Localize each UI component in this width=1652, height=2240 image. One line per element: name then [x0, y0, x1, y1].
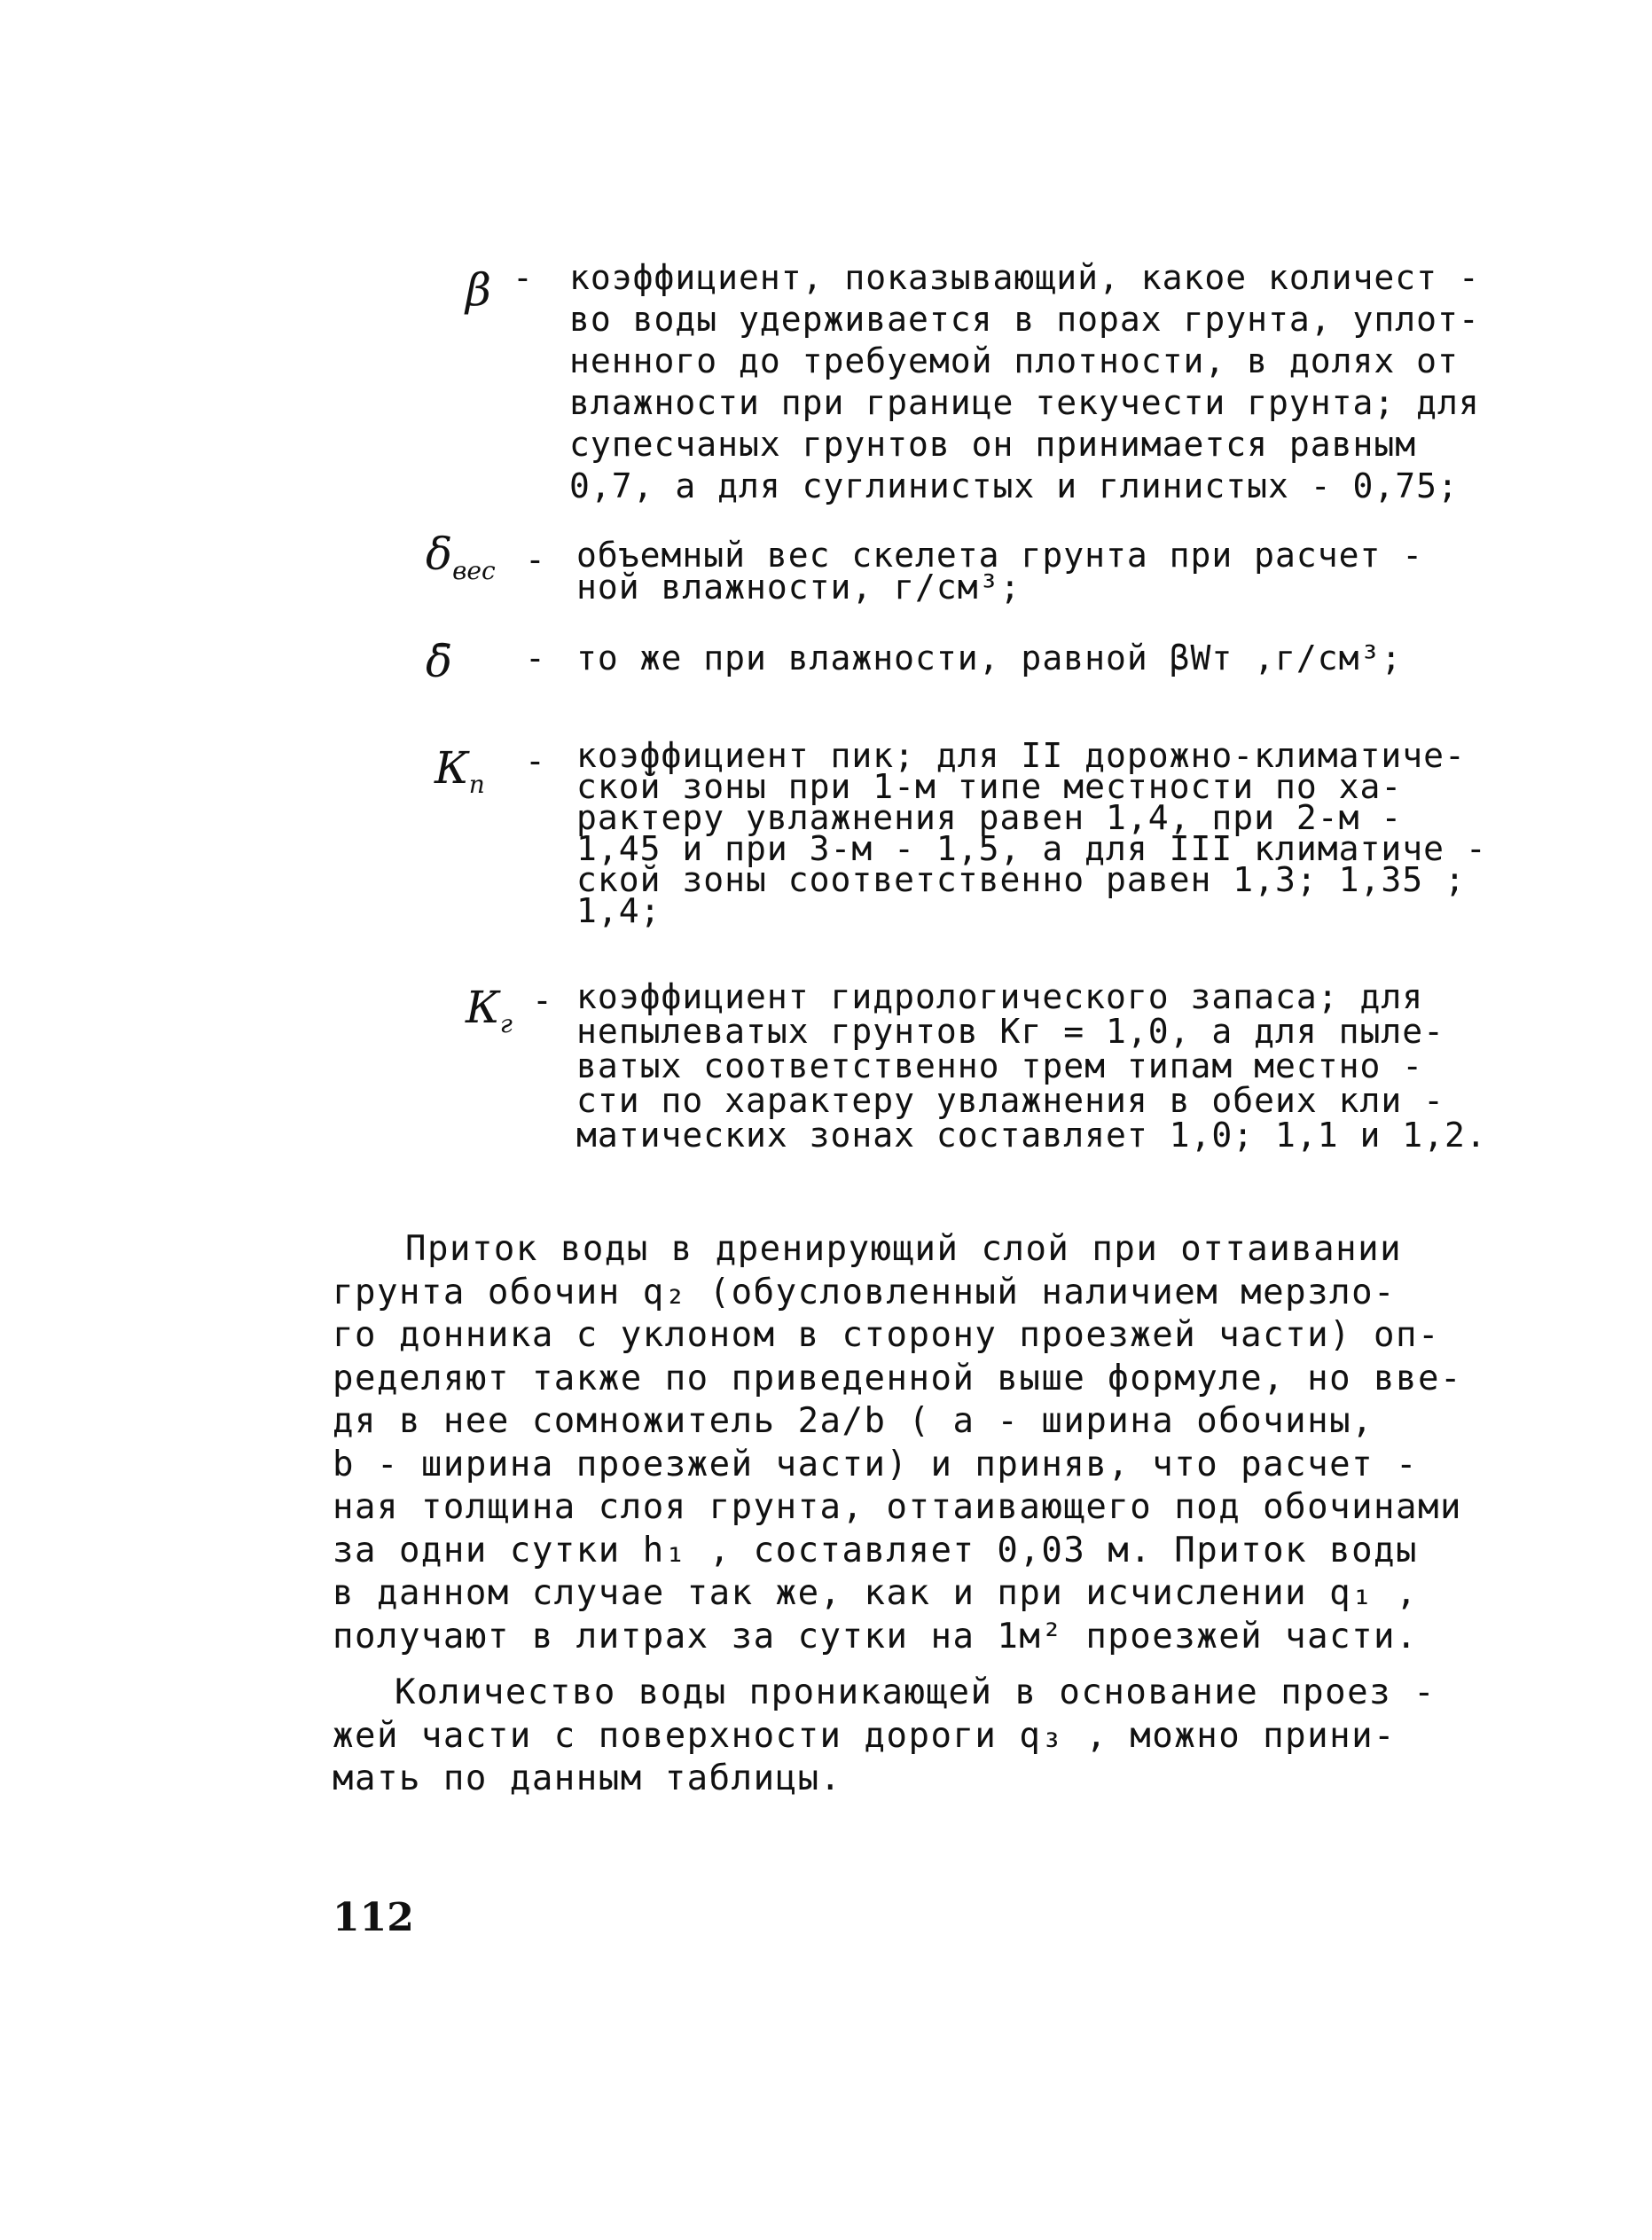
symbol-k-p: $К_п$ — [435, 742, 485, 799]
definition-k-p — [417, 736, 1507, 940]
definition-text: то же при влажности, равной βWт ,г/см³; — [576, 638, 1403, 677]
definition-text: коэффициент пик; для II дорожно-климатиче- ской зоны при 1-м типе местности по ха- рактеру увлажнения равен 1,4, при 2-м - 1,45 и при 3-м - 1,5, а для III климатиче - ской зоны соответственно равен 1,3; 1,35 ; 1,4; — [576, 736, 1487, 930]
definition-dash: - — [525, 638, 545, 677]
definition-delta-ves — [417, 529, 1507, 621]
definition-text: коэффициент гидрологического запаса; для непылеватых грунтов Кг = 1,0, а для пыле- ватых соответственно трем типам местно - сти по характеру увлажнения в обеих кли - матических зонах составляет 1,0; 1,1 и 1,2. — [576, 977, 1487, 1155]
symbol-k-g: $К_г$ — [466, 982, 513, 1038]
symbol-beta: β — [466, 264, 491, 316]
page-number: 112 — [333, 1895, 414, 1940]
definition-text: объемный вес скелета грунта при расчет - ной влажности, г/см³; — [576, 536, 1424, 607]
definition-dash: - — [525, 540, 545, 579]
definition-dash: - — [513, 258, 533, 297]
symbol-delta-bar: δ̄ — [426, 636, 453, 687]
definition-dash: - — [532, 981, 552, 1020]
definition-delta-bar — [417, 636, 1507, 689]
definition-dash: - — [525, 741, 545, 780]
paragraph-inflow-q2: Приток воды в дренирующий слой при оттаивании грунта обочин q₂ (обусловленный наличием мерзло- го донника с уклоном в сторону проезжей части) оп- ределяют также по приведенной выше формуле, но вве- дя в нее сомножитель 2a/b ( a - ширина обочины, b - ширина проезжей части) и приняв, что расчет - ная толщина слоя грунта, оттаивающего под обочинами за одни сутки h₁ , составляет 0,03 м. Приток воды в данном случае так же, как и при исчислении q₁ , получают в литрах за сутки на 1м² проезжей части. — [333, 1229, 1462, 1657]
definition-text: коэффициент, показывающий, какое количест - во воды удерживается в порах грунта, уплот- ненного до требуемой плотности, в долях от влажности при границе текучести грунта; для супесчаных грунтов он принимается равным 0,7, а для суглинистых и глинистых - 0,75; — [569, 258, 1480, 505]
symbol-delta-ves: $\delta_{вес}$ — [426, 529, 496, 585]
paragraph-inflow-q3: Количество воды проникающей в основание проез - жей части с поверхности дороги q₃ , можно прини- мать по данным таблицы. — [333, 1672, 1437, 1798]
definition-beta — [417, 257, 1507, 514]
definition-k-g — [417, 977, 1507, 1162]
